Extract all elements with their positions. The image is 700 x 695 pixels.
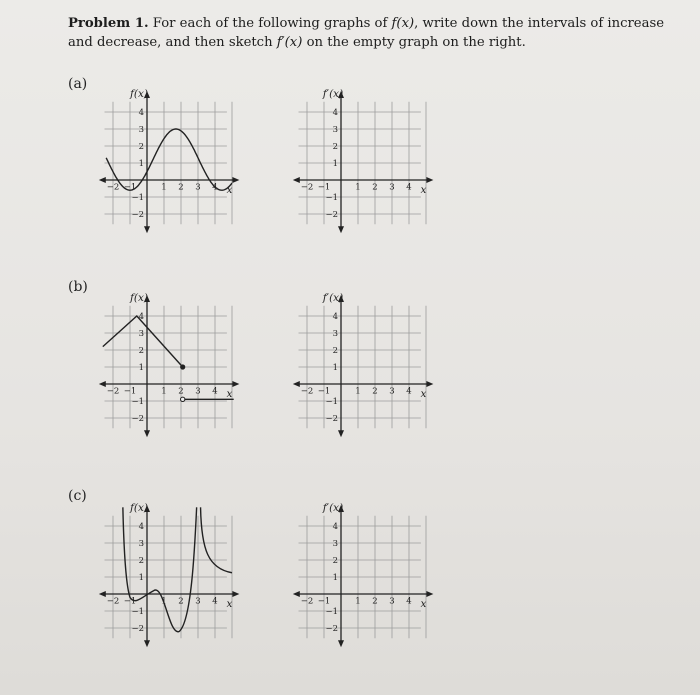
y-arrow-down bbox=[338, 226, 344, 233]
problem-f-of-x: f(x) bbox=[391, 16, 415, 31]
graph-a-fprime bbox=[290, 78, 465, 238]
y-tick-label: 4 bbox=[138, 312, 144, 322]
y-tick-label: −1 bbox=[131, 193, 144, 203]
x-arrow-left bbox=[99, 381, 106, 387]
y-tick-label: 3 bbox=[332, 125, 338, 135]
problem-text-3: on the empty graph on the right. bbox=[302, 35, 526, 50]
part-a-label: (a) bbox=[68, 76, 88, 92]
y-tick-label: −2 bbox=[325, 624, 338, 634]
y-tick-label: 2 bbox=[332, 346, 338, 356]
x-tick-label: 1 bbox=[161, 386, 167, 397]
y-tick-label: 1 bbox=[138, 363, 144, 373]
x-tick-label: 2 bbox=[372, 596, 378, 607]
x-tick-label: 4 bbox=[406, 596, 412, 607]
y-arrow-down bbox=[144, 430, 150, 437]
x-tick-label: −2 bbox=[300, 182, 314, 193]
graph-title: f′(x) bbox=[322, 88, 344, 100]
x-tick-label: 4 bbox=[212, 596, 218, 607]
grid-lines bbox=[299, 306, 427, 428]
x-arrow-right bbox=[232, 381, 239, 387]
f-curve bbox=[106, 129, 232, 190]
f-curve-left bbox=[103, 316, 183, 367]
y-tick-label: −1 bbox=[325, 397, 338, 407]
graph-c-f bbox=[96, 492, 271, 652]
x-arrow-left bbox=[293, 381, 300, 387]
x-tick-label: −1 bbox=[123, 386, 137, 397]
x-arrow-left bbox=[99, 591, 106, 597]
y-tick-label: 4 bbox=[138, 522, 144, 532]
x-tick-label: 4 bbox=[406, 386, 412, 397]
graph-title: f(x) bbox=[129, 292, 149, 304]
y-tick-label: 1 bbox=[138, 159, 144, 169]
y-tick-label: −1 bbox=[325, 193, 338, 203]
x-arrow-left bbox=[293, 591, 300, 597]
graph-a-f bbox=[96, 78, 271, 238]
x-tick-label: 2 bbox=[178, 182, 184, 193]
grid-lines bbox=[105, 306, 233, 428]
x-tick-label: 3 bbox=[389, 596, 395, 607]
part-b-label: (b) bbox=[68, 279, 88, 295]
part-c-label: (c) bbox=[68, 488, 87, 504]
problem-text-1: For each of the following graphs of bbox=[152, 16, 392, 31]
y-tick-label: 1 bbox=[332, 159, 338, 169]
y-tick-label: 3 bbox=[138, 539, 144, 549]
y-arrow-down bbox=[144, 640, 150, 647]
f-curve-right-branch bbox=[201, 507, 232, 572]
x-tick-label: −2 bbox=[106, 182, 120, 193]
y-arrow-down bbox=[338, 430, 344, 437]
problem-statement bbox=[68, 14, 668, 52]
x-tick-label: 2 bbox=[372, 386, 378, 397]
x-tick-label: −2 bbox=[106, 596, 120, 607]
y-tick-label: 1 bbox=[332, 573, 338, 583]
x-tick-label: −1 bbox=[317, 596, 331, 607]
x-arrow-right bbox=[426, 591, 433, 597]
x-tick-label: 1 bbox=[355, 182, 361, 193]
x-arrow-right bbox=[426, 177, 433, 183]
y-tick-label: −2 bbox=[325, 210, 338, 220]
y-tick-label: 3 bbox=[332, 539, 338, 549]
y-tick-label: 2 bbox=[138, 142, 144, 152]
y-tick-label: 3 bbox=[138, 125, 144, 135]
problem-text-2: , write down the intervals of increase and decrease, and then sketch bbox=[68, 16, 665, 50]
y-arrow-down bbox=[338, 640, 344, 647]
y-tick-label: −1 bbox=[131, 607, 144, 617]
x-tick-label: 3 bbox=[195, 386, 201, 397]
x-tick-label: 2 bbox=[178, 386, 184, 397]
x-tick-label: −1 bbox=[317, 386, 331, 397]
y-tick-label: 4 bbox=[332, 312, 338, 322]
x-axis-label: x bbox=[226, 388, 233, 401]
y-tick-label: 2 bbox=[332, 142, 338, 152]
graph-title: f′(x) bbox=[322, 292, 344, 304]
x-tick-label: 1 bbox=[355, 386, 361, 397]
graph-title: f(x) bbox=[129, 502, 149, 514]
y-tick-label: 1 bbox=[138, 573, 144, 583]
x-tick-label: −1 bbox=[123, 182, 137, 193]
x-axis-label: x bbox=[226, 598, 233, 611]
x-tick-label: −2 bbox=[300, 596, 314, 607]
x-tick-label: 3 bbox=[195, 182, 201, 193]
closed-point bbox=[180, 364, 185, 369]
x-tick-label: 1 bbox=[161, 596, 167, 607]
x-tick-label: 3 bbox=[389, 386, 395, 397]
grid-lines bbox=[105, 102, 233, 224]
y-tick-label: −2 bbox=[325, 414, 338, 424]
y-tick-label: 3 bbox=[332, 329, 338, 339]
x-arrow-right bbox=[232, 177, 239, 183]
graph-title: f′(x) bbox=[322, 502, 344, 514]
graph-b-fprime bbox=[290, 282, 465, 442]
problem-heading: Problem 1. bbox=[68, 16, 149, 31]
y-tick-label: −1 bbox=[325, 607, 338, 617]
x-tick-label: 2 bbox=[372, 182, 378, 193]
grid-lines bbox=[299, 102, 427, 224]
y-tick-label: −1 bbox=[131, 397, 144, 407]
problem-fprime-of-x: f′(x) bbox=[276, 35, 303, 50]
y-tick-label: −2 bbox=[131, 624, 144, 634]
graph-c-fprime bbox=[290, 492, 465, 652]
y-tick-label: −2 bbox=[131, 210, 144, 220]
x-tick-label: 4 bbox=[212, 182, 218, 193]
x-tick-label: 1 bbox=[355, 596, 361, 607]
x-axis-label: x bbox=[420, 388, 427, 401]
y-tick-label: −2 bbox=[131, 414, 144, 424]
graph-title: f(x) bbox=[129, 88, 149, 100]
y-tick-label: 3 bbox=[138, 329, 144, 339]
x-tick-label: 4 bbox=[406, 182, 412, 193]
y-tick-label: 1 bbox=[332, 363, 338, 373]
x-tick-label: −1 bbox=[123, 596, 137, 607]
x-tick-label: 4 bbox=[212, 386, 218, 397]
x-tick-label: 3 bbox=[389, 182, 395, 193]
y-tick-label: 2 bbox=[332, 556, 338, 566]
x-arrow-left bbox=[293, 177, 300, 183]
x-arrow-right bbox=[426, 381, 433, 387]
x-tick-label: 3 bbox=[195, 596, 201, 607]
y-tick-label: 4 bbox=[332, 108, 338, 118]
x-axis-label: x bbox=[420, 184, 427, 197]
x-axis-label: x bbox=[420, 598, 427, 611]
y-tick-label: 2 bbox=[138, 556, 144, 566]
y-tick-label: 4 bbox=[138, 108, 144, 118]
x-tick-label: −1 bbox=[317, 182, 331, 193]
y-arrow-down bbox=[144, 226, 150, 233]
y-tick-label: 4 bbox=[332, 522, 338, 532]
open-point bbox=[181, 397, 185, 401]
x-arrow-left bbox=[99, 177, 106, 183]
x-tick-label: 1 bbox=[161, 182, 167, 193]
graph-b-f bbox=[96, 282, 271, 442]
grid-lines bbox=[299, 516, 427, 638]
x-axis-label: x bbox=[226, 184, 233, 197]
x-tick-label: −2 bbox=[300, 386, 314, 397]
x-arrow-right bbox=[232, 591, 239, 597]
x-tick-label: −2 bbox=[106, 386, 120, 397]
x-tick-label: 2 bbox=[178, 596, 184, 607]
y-tick-label: 2 bbox=[138, 346, 144, 356]
